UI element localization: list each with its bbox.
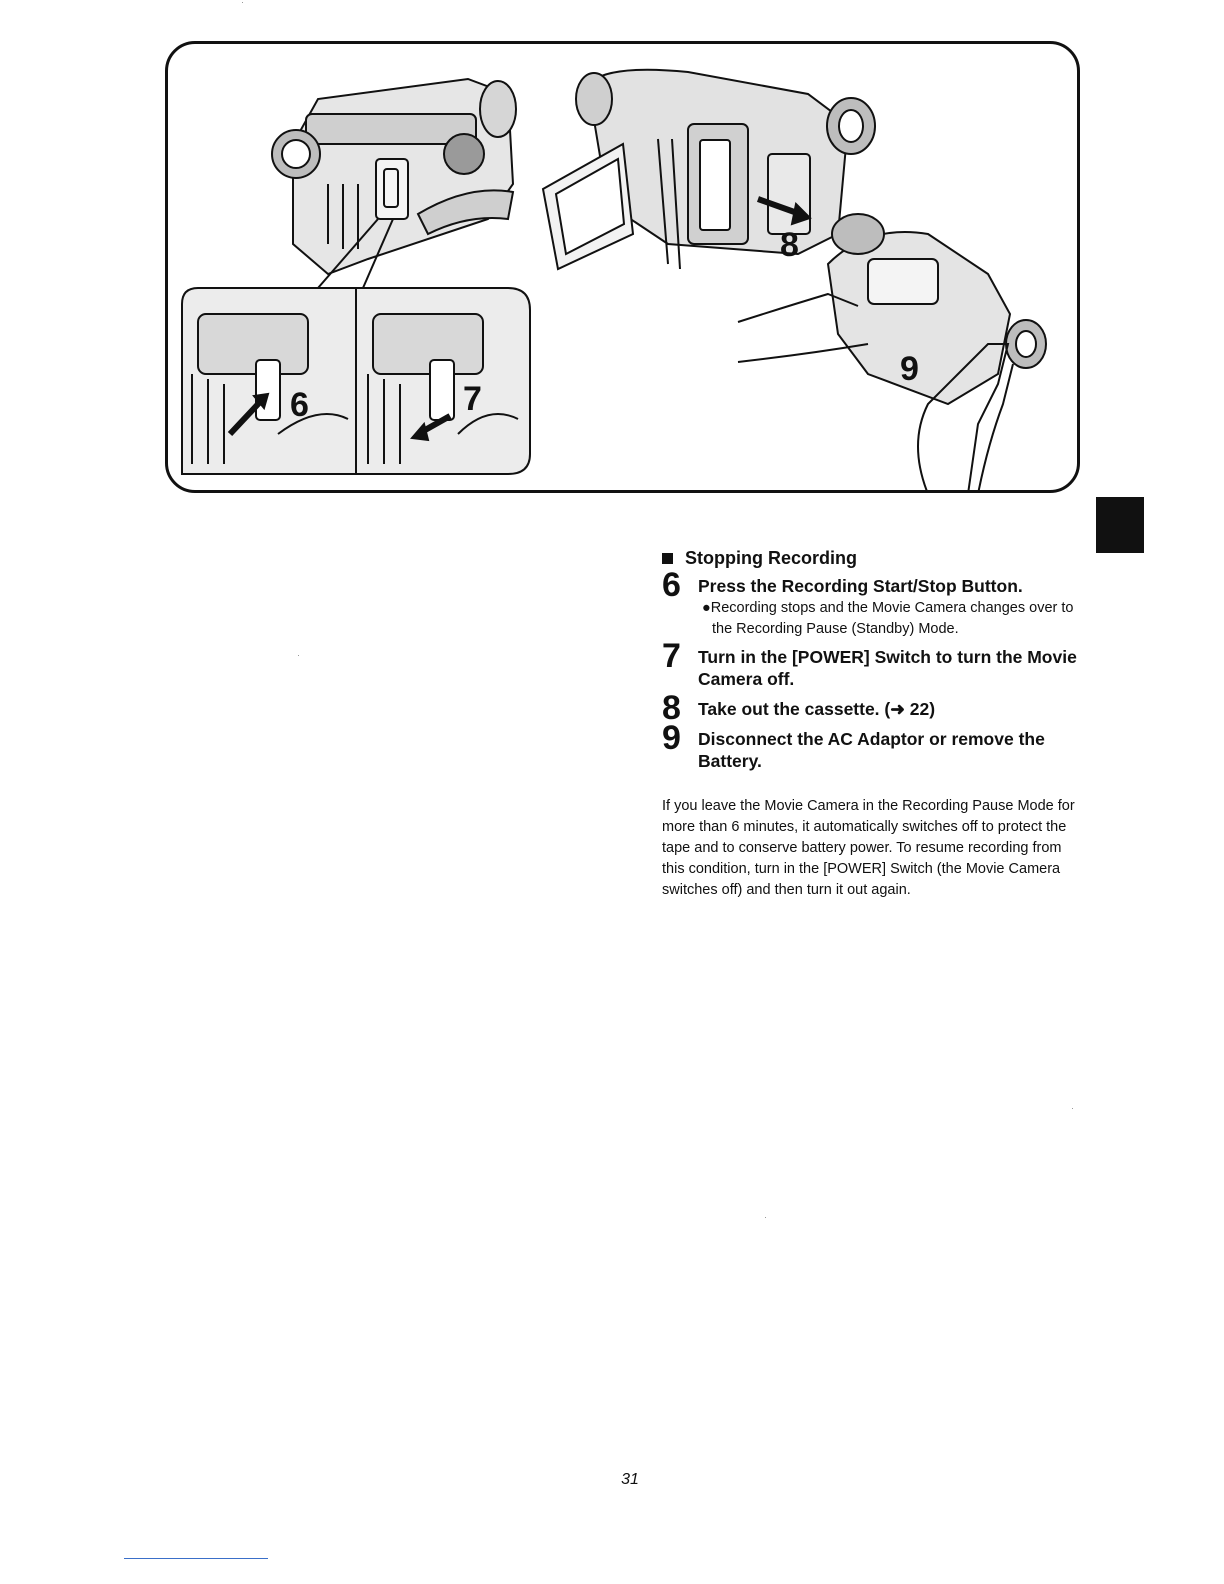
- step-8: [662, 689, 1092, 727]
- step-9: [662, 719, 1092, 772]
- section-heading: [662, 548, 1092, 569]
- scan-speck: [1072, 1108, 1073, 1109]
- illustration-frame: [165, 41, 1080, 493]
- step-number: 8: [662, 689, 681, 727]
- step-note-text: ●Recording stops and the Movie Camera changes over to the Recording Pause (Standby) Mode.: [702, 600, 1074, 637]
- step-marker-6: 6: [290, 386, 309, 424]
- step-instruction: Take out the cassette. (➜ 22): [698, 699, 936, 719]
- step-instruction: Turn in the [POWER] Switch to turn the Movie Camera off.: [698, 647, 1077, 689]
- step-instruction: Disconnect the AC Adaptor or remove the Battery.: [698, 729, 1045, 771]
- scan-speck: [242, 2, 243, 3]
- step-marker-7: 7: [463, 380, 482, 418]
- auto-power-off-note: If you leave the Movie Camera in the Recording Pause Mode for more than 6 minutes, it automatically switches off to protect the tape and to conserve battery power. To resume recording from this condition, turn in the [POWER] Switch (the Movie Camera switches off) and then turn it out again.: [662, 798, 1075, 898]
- camcorder-illustration: [168, 44, 1080, 493]
- step-instruction: Press the Recording Start/Stop Button.: [698, 576, 1023, 596]
- section-tab-marker: [1096, 497, 1144, 553]
- scan-speck: [298, 655, 299, 656]
- step-6: [662, 566, 1092, 640]
- step-number: 9: [662, 719, 681, 757]
- scan-speck: [765, 1217, 766, 1218]
- step-number: 6: [662, 566, 681, 604]
- footer-rule: [124, 1558, 268, 1559]
- square-bullet-icon: [662, 553, 673, 564]
- step-7: [662, 637, 1092, 690]
- step-marker-8: 8: [780, 226, 799, 264]
- page-number: 31: [621, 1471, 639, 1488]
- step-marker-9: 9: [900, 350, 919, 388]
- step-number: 7: [662, 637, 681, 675]
- section-heading-text: Stopping Recording: [685, 548, 857, 568]
- step-note: [698, 598, 1092, 640]
- instructions-column: [662, 548, 1092, 901]
